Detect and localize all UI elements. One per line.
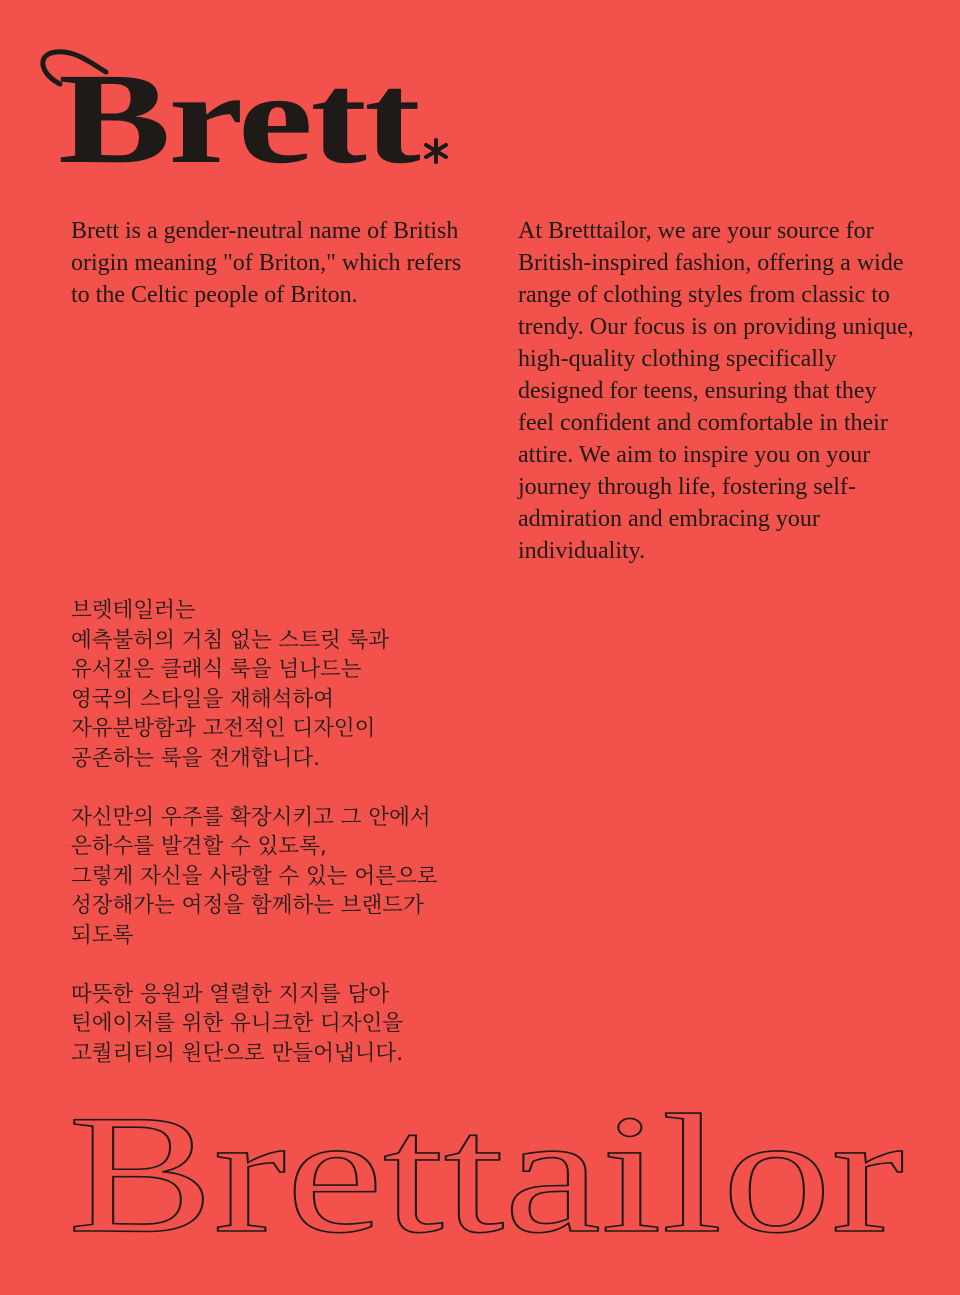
- korean-paragraph-2: [71, 803, 491, 951]
- korean-line: 되도록: [71, 922, 134, 948]
- logo-text: Brett: [58, 48, 421, 178]
- korean-line: 예측불허의 거침 없는 스트릿 룩과: [71, 627, 390, 653]
- korean-line: 자신만의 우주를 확장시키고 그 안에서: [71, 804, 431, 830]
- korean-brand-story: [71, 596, 491, 1098]
- korean-line: 성장해가는 여정을 함께하는 브랜드가: [71, 893, 424, 918]
- korean-line: 자유분방함과 고전적인 디자인이: [71, 716, 376, 741]
- asterisk-icon: [426, 140, 446, 162]
- korean-paragraph-3: [71, 980, 491, 1069]
- brand-mission-description: At Bretttailor, we are your source for British-inspired fashion, offering a wide range of clothing styles from classic to trendy. Our focus is on providing unique, high-quality clothing specifically designed for teens, ensuring that they feel confident and comfortable in their attire. We aim to inspire you on your journey through life, fostering self-admiration and embracing your individuality.: [518, 218, 914, 564]
- korean-line: 따뜻한 응원과 열렬한 지지를 담아: [71, 981, 390, 1007]
- wordmark-text: Brettailor: [68, 1095, 905, 1245]
- korean-line: 브렛테일러는: [71, 598, 196, 623]
- korean-line: 고퀄리티의 원단으로 만들어냅니다.: [71, 1040, 404, 1066]
- brett-logo: [34, 48, 464, 178]
- brettailor-wordmark: [64, 1095, 914, 1245]
- korean-line: 틴에이저를 위한 유니크한 디자인을: [71, 1011, 404, 1036]
- korean-line: 영국의 스타일을 재해석하여: [71, 686, 334, 712]
- korean-line: 은하수를 발견할 수 있도록,: [71, 834, 327, 859]
- brand-name-description: Brett is a gender-neutral name of British origin meaning "of Briton," which refers to the Celtic people of Briton.: [71, 218, 462, 308]
- korean-line: 유서깊은 클래식 룩을 넘나드는: [71, 657, 362, 682]
- korean-line: 공존하는 룩을 전개합니다.: [71, 745, 320, 771]
- korean-paragraph-1: [71, 596, 491, 773]
- korean-line: 그렇게 자신을 사랑할 수 있는 어른으로: [71, 863, 438, 889]
